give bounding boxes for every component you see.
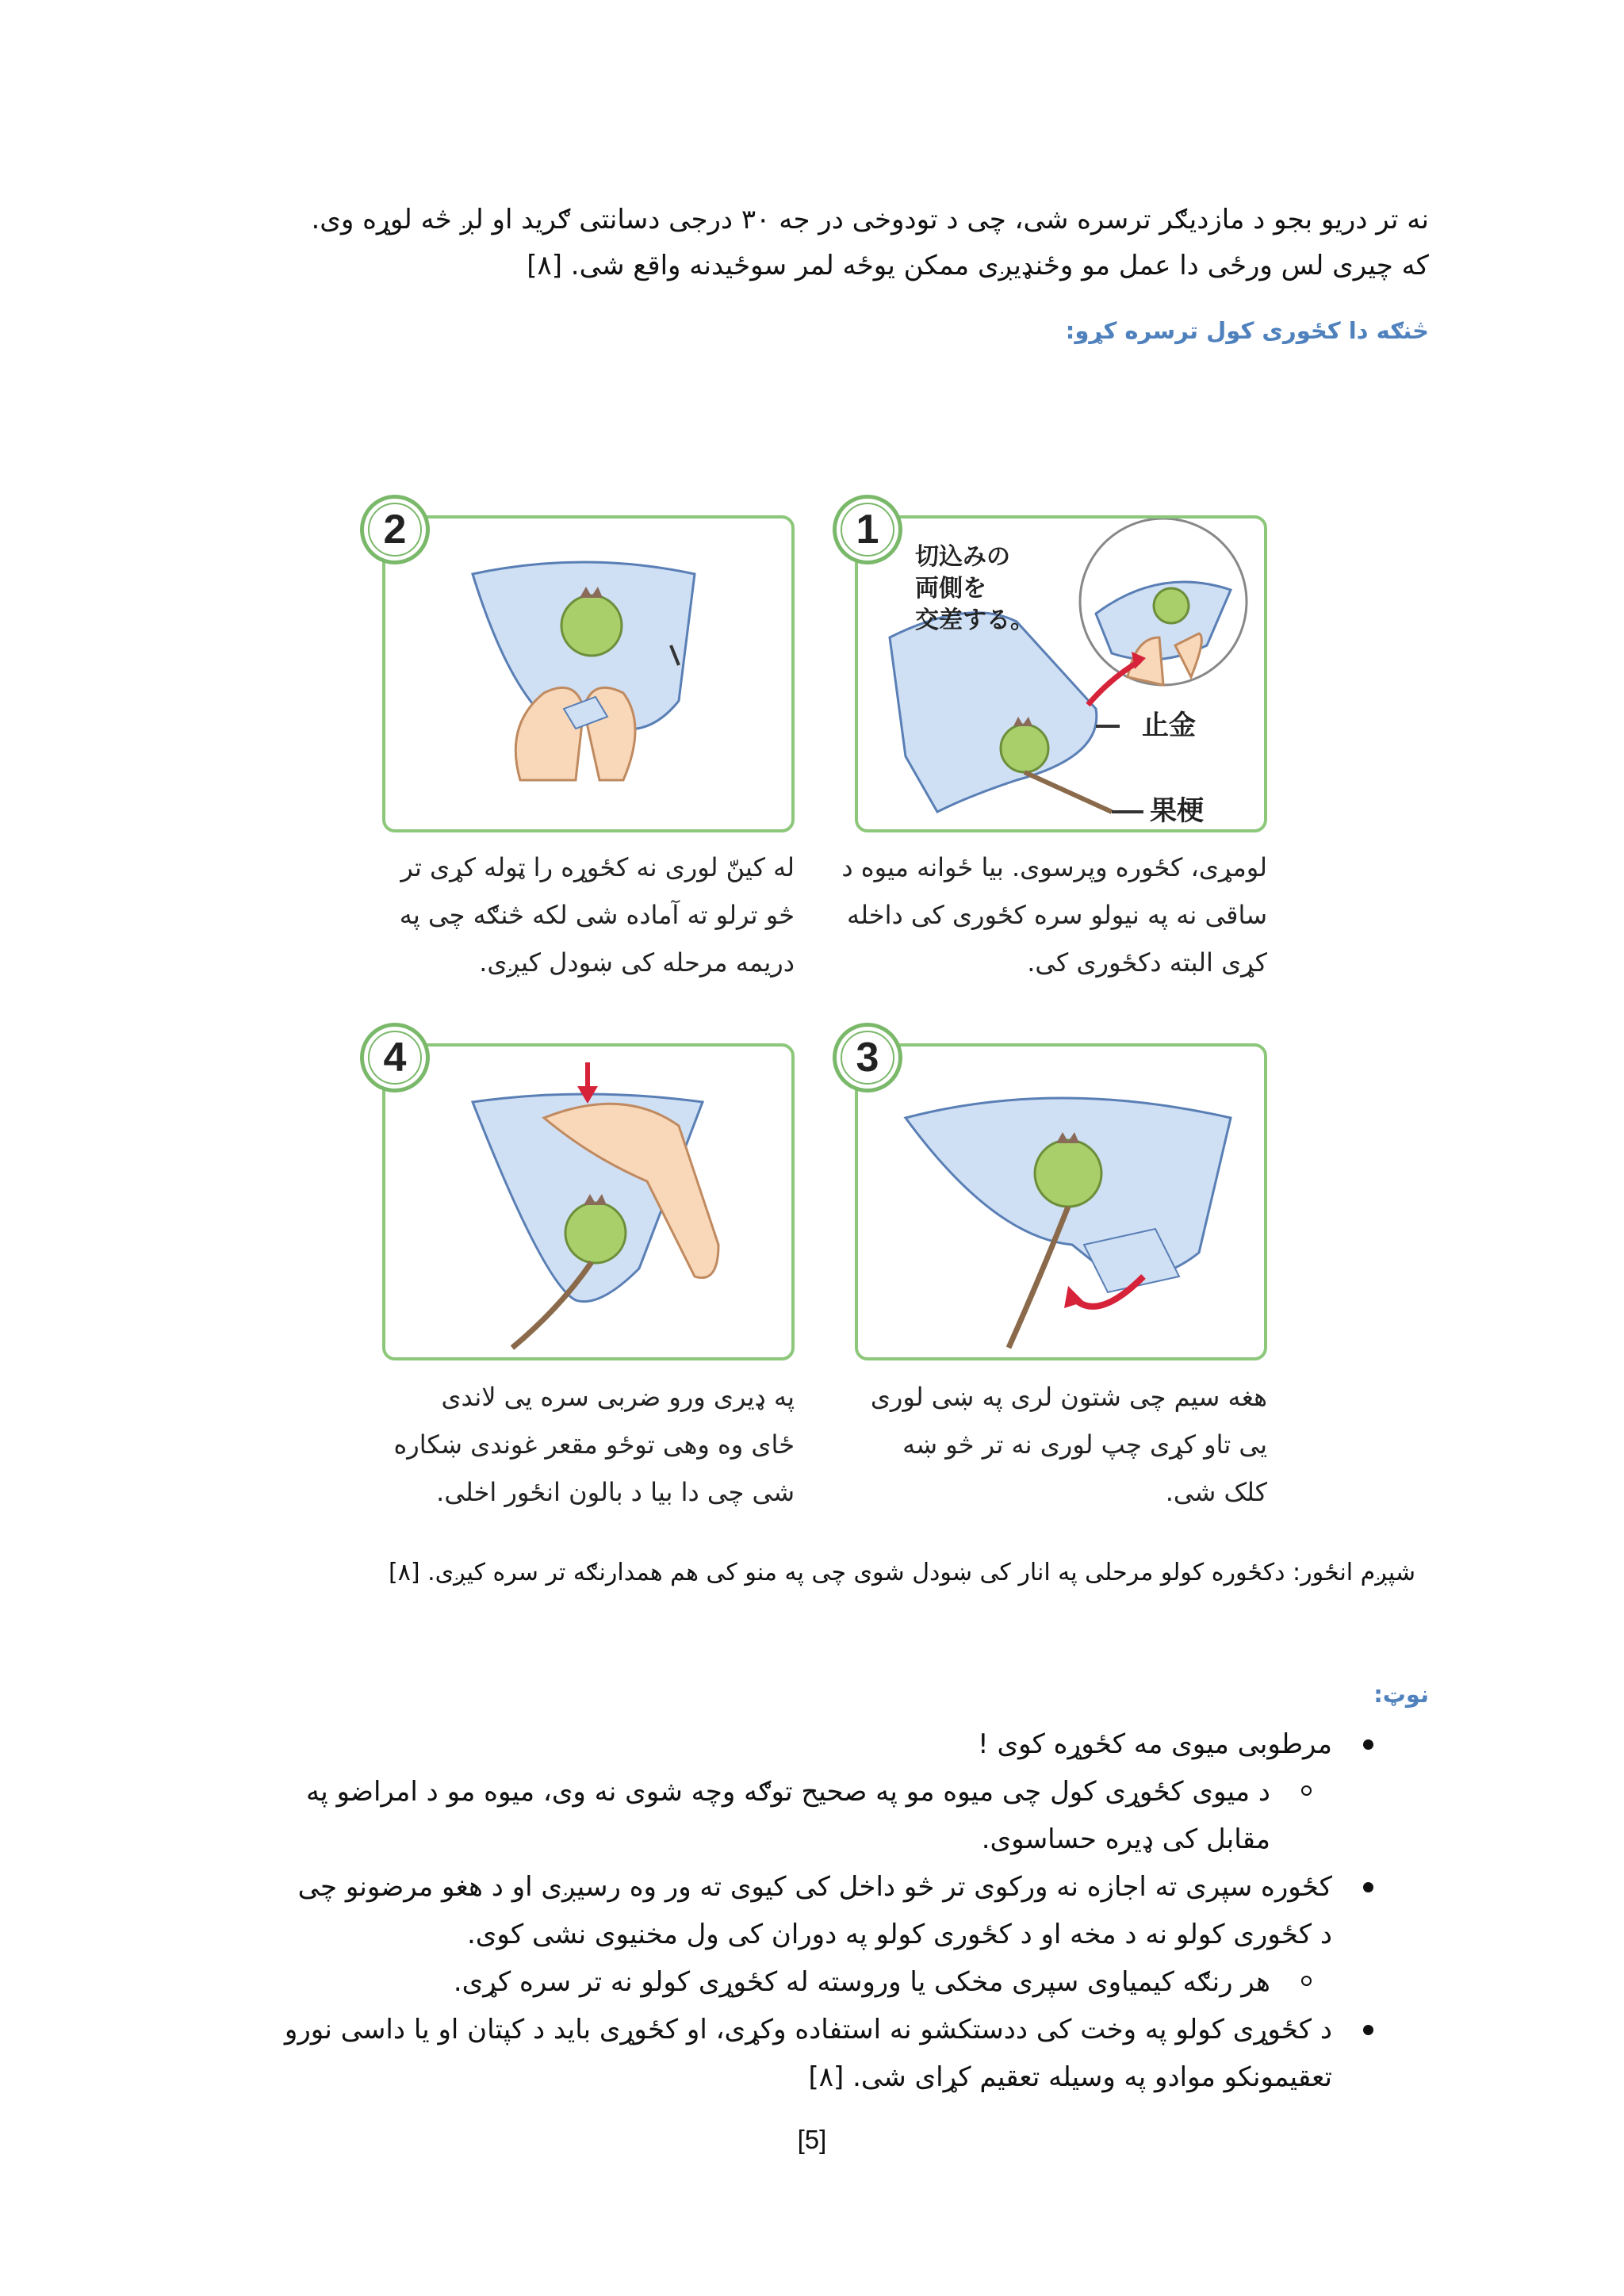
bullet-icon	[1363, 1882, 1373, 1892]
step-2-caption-line: له کينّ لوری نه کځوړه را ټوله کړی تر	[400, 852, 795, 882]
step-4-illustration	[382, 1035, 795, 1360]
note-item	[198, 1720, 1429, 1768]
intro-line-1: نه تر دريو بجو د مازديګر ترسره شی، چی د تودوخی در جه ۳۰ درجی دسانتی ګريد او لږ څه لوړه وی.	[311, 204, 1429, 235]
label-stem: 果梗	[1150, 795, 1204, 827]
figure-caption: شپږم انځور: دکځوره کولو مرحلی په انار کی ښودل شوی چی په منو کی هم همدارنګه تر سره کيږی. [۸]	[389, 1559, 1415, 1586]
note-text: تعقيمونکو موادو په وسيله تعقيم کړای شی. [۸]	[808, 2061, 1332, 2093]
step-3-illustration	[855, 1035, 1267, 1360]
note-subitem	[198, 1958, 1429, 2006]
step-4-badge: 4	[360, 1023, 430, 1093]
bullet-icon	[1363, 1739, 1373, 1750]
page-number: [5]	[797, 2125, 827, 2154]
step-2-badge: 2	[360, 495, 430, 564]
step-3-caption-line: هغه سيم چی شتون لری په ښی لوری	[870, 1382, 1267, 1412]
note-subtext: د ميوی کځوړی کول چی ميوه مو په صحيح توګه وچه شوی نه وی، ميوه مو د امراضو په	[306, 1776, 1270, 1808]
note-subtext: مقابل کی ډيره حساسوی.	[981, 1823, 1270, 1855]
step-3-caption	[855, 1373, 1267, 1516]
sub-bullet-icon	[1301, 1785, 1312, 1796]
step-1-caption-line: لومړی، کځوره وپرسوی. بيا ځوانه ميوه د	[841, 852, 1267, 882]
step-3-drawing	[858, 1047, 1270, 1364]
intro-line-2: که چيری لس ورځی دا عمل مو وځنډيږی ممکن يوځه لمر سوځيدنه واقع شی. [۸]	[527, 250, 1429, 281]
step-4-caption	[382, 1373, 795, 1516]
step-4-caption-line: ځای وه وهی توځو مقعر غوندی ښکاره	[393, 1429, 795, 1460]
note-text: د کځوړی کولو په وخت کی ددستکشو نه استفاده وکړی، او کځوړی بايد د کپتان او يا داسی نورو	[284, 2014, 1332, 2045]
note-item	[198, 1863, 1429, 1958]
step-2-caption-line: دريمه مرحله کی ښودل کيږی.	[479, 947, 795, 978]
note-text: د کځوری کولو نه د مخه او د کځوری کولو په دوران کی ول مخنيوی نشی کوی.	[467, 1919, 1332, 1950]
step-1-illustration	[855, 507, 1267, 832]
note-subitem	[198, 1768, 1429, 1863]
bullet-icon	[1363, 2025, 1373, 2035]
label-jp-3: 交差する。	[915, 607, 1034, 634]
label-clip: 止金	[1142, 710, 1196, 741]
step-3-caption-line: يی تاو کړی چپ لوری نه تر څو ښه	[902, 1429, 1267, 1460]
step-1-drawing	[858, 519, 1270, 836]
step-3-badge: 3	[833, 1023, 902, 1093]
note-text: مرطوبی ميوی مه کځوړه کوی !	[978, 1728, 1332, 1760]
note-heading: نوټ:	[1373, 1681, 1429, 1708]
step-1-caption-line: کړی البته دکځوری کی.	[1027, 947, 1267, 978]
note-text: کځوره سپری ته اجازه نه ورکوی تر څو داخل کی کيوی ته ور وه رسيږی او د هغو مرضونو چی	[297, 1871, 1332, 1903]
note-subtext: هر رنګه کيمياوی سپری مخکی يا وروسته له کځوړی کولو نه تر سره کړی.	[453, 1966, 1270, 1998]
step-2-caption	[382, 844, 795, 986]
step-1-caption-line: ساقی نه په نيولو سره کځوری کی داخله	[847, 900, 1267, 930]
step-1-caption	[841, 844, 1267, 986]
step-4-caption-line: شی چی دا بيا د بالون انځور اخلی.	[436, 1477, 795, 1507]
step-2-caption-line: څو ترلو ته آماده شی لکه څنګه چی په	[399, 900, 795, 930]
section-heading: څنګه دا کځوری کول ترسره کړو:	[1065, 317, 1429, 344]
step-3-caption-line: کلک شی.	[1165, 1477, 1267, 1507]
step-4-drawing	[385, 1047, 798, 1364]
label-jp-1: 切込みの	[915, 543, 1010, 571]
sub-bullet-icon	[1301, 1976, 1312, 1986]
notes-list	[198, 1720, 1429, 2101]
step-4-caption-line: په ډيری ورو ضربی سره يی لاندی	[441, 1382, 795, 1412]
label-jp-2: 両側を	[915, 575, 986, 603]
step-1-badge: 1	[833, 495, 902, 564]
step-2-illustration	[382, 507, 795, 832]
intro-paragraph	[198, 197, 1429, 289]
note-item	[198, 2006, 1429, 2101]
step-2-drawing	[385, 519, 798, 836]
